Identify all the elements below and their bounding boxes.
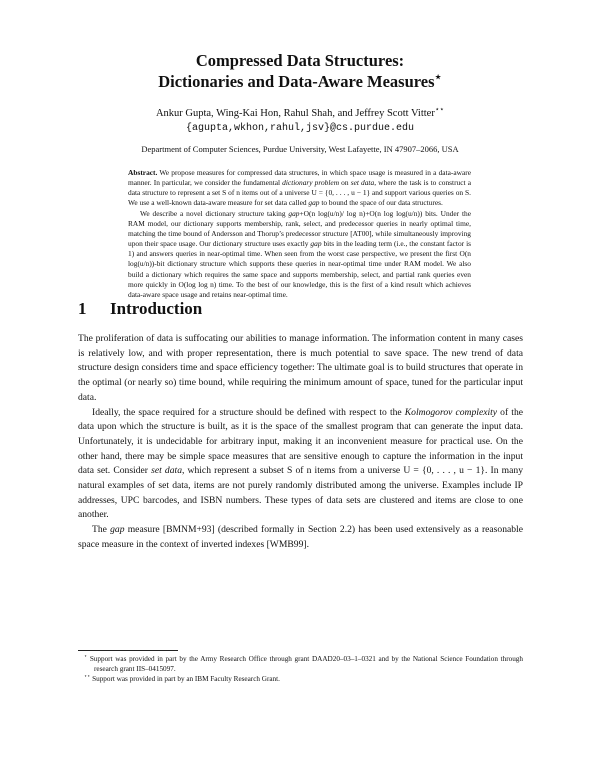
body-p2-em1: Kolmogorov complexity (404, 406, 498, 418)
body-paragraph-3 (78, 523, 523, 552)
abstract-p1-em1: dictionary problem (282, 178, 340, 188)
abstract-p2-c: bits in the leading term (i.e., the constant factor is 1) and answers queries in near-optimal time. When seen from the worst case perspective, we present the first O(n log(u/n))-bit dictionary structure which supports these queries in near-optimal time under RAM model. We also build a dictionary which requires the same space and supports membership, select, and partial rank queries even more quickly in O(log log n) time. To the best of our knowledge, this is the first of a kind result which achieves data-aware space usage and retains near-optimal time. (128, 239, 472, 299)
title-footnote-mark: ⋆ (434, 71, 442, 84)
author-footnote-mark: ⋆⋆ (434, 104, 445, 114)
body-p3-a: The (92, 524, 111, 536)
body-p2-a: Ideally, the space required for a structure should be defined with respect to the (92, 406, 405, 418)
title-line-2-text: Dictionaries and Data-Aware Measures (158, 72, 435, 91)
footnote-2-text: Support was provided in part by an IBM Faculty Research Grant. (92, 674, 280, 683)
footnote-1 (78, 655, 523, 674)
abstract-p2-em1: gap (288, 208, 300, 218)
abstract-p1-c: , where the task is to construct a data structure to represent a set S of n items out of a universe U = {0, . . . , u − 1} and support various queries on S. We use a well-known data-aware measure for set data called (128, 178, 471, 208)
section-title: Introduction (110, 299, 203, 318)
abstract (128, 168, 471, 300)
author-names: Ankur Gupta, Wing-Kai Hon, Rahul Shah, and Jeffrey Scott Vitter (155, 108, 435, 119)
footnote-2-mark: ⋆⋆ (84, 674, 91, 680)
body-p3-b: measure [BMNM+93] (described formally in Section 2.2) has been used extensively as a reasonable space measure in the context of inverted indexes [WMB99]. (78, 524, 523, 550)
body-p3-em1: gap (110, 524, 125, 536)
title-line-1: Compressed Data Structures: (195, 51, 405, 70)
abstract-p1-a: We propose measures for compressed data structures, in which space usage is measured in a data-aware manner. In particular, we consider the fundamental (128, 168, 471, 188)
title-line-2 (60, 71, 540, 92)
abstract-p2-b: +O(n log(u/n)/ log n)+O(n log log(u/n)) bits. Under the RAM model, our dictionary supports membership, rank, select, and predecessor queries in nearly optimal time, matching the time bound of Andersson and Thorup’s predecessor structure [AT00], while simultaneously improving upon their space usage. Our dictionary structure uses exactly (128, 208, 471, 249)
abstract-p2-a: We describe a novel dictionary structure taking (140, 208, 289, 218)
section-number: 1 (78, 299, 87, 318)
body-paragraph-2 (78, 406, 523, 524)
abstract-p1-em3: gap (308, 198, 320, 208)
abstract-p1-em2: set data (350, 178, 375, 188)
section-heading (78, 298, 378, 320)
body-p2-c: , which represent a subset S of n items from a universe U = {0, . . . , u − 1}. In many natural examples of set data, items are not purely randomly distributed among the universe. Examples include IP addresses, UPC barcodes, and ISBN numbers. These types of data sets are clustered and items are close to one another. (78, 465, 523, 521)
abstract-p2-em2: gap (310, 239, 322, 249)
abstract-paragraph-2 (128, 209, 471, 300)
footnote-2 (78, 675, 523, 685)
abstract-paragraph-1 (128, 168, 471, 209)
abstract-p1-d: to bound the space of our data structures. (319, 198, 443, 208)
body-p2-em2: set data (151, 465, 182, 477)
body-text (78, 332, 523, 553)
author-list (60, 104, 540, 120)
affiliation: Department of Computer Sciences, Purdue University, West Lafayette, IN 47907–2066, USA (141, 144, 459, 154)
footnote-1-mark: ⋆ (84, 654, 88, 660)
footnote-rule (78, 650, 178, 651)
body-p2-b: of the data upon which the structure is built, as it is the space of the smallest program that can generate the input data. Unfortunately, it is undecidable for arbitrary input, making it an inconvenient measure for practical use. On the other hand, there may be simple space measures that are sensitive enough to capture the information in the input data set. Consider (78, 406, 523, 477)
abstract-label: Abstract. (128, 168, 158, 177)
footnotes (78, 655, 523, 685)
paper-title (60, 50, 540, 92)
body-paragraph-1: The proliferation of data is suffocating our abilities to manage information. The information content in many cases is relatively low, and with proper representation, there is much potential to save space. The new trend of data structure design considers time and space efficiency together: The ultimate goal is to build structures that operate in the optimal (or nearly so) time bound, while requiring the minimum amount of space, tuned for the particular input data. (78, 333, 523, 403)
author-emails: {agupta,wkhon,rahul,jsv}@cs.purdue.edu (185, 123, 415, 134)
footnote-1-text: Support was provided in part by the Army Research Office through grant DAAD20–03–1–0321 and by the National Science Foundation through research grant IIS–0415097. (89, 655, 523, 673)
abstract-p1-b: on (339, 178, 351, 188)
